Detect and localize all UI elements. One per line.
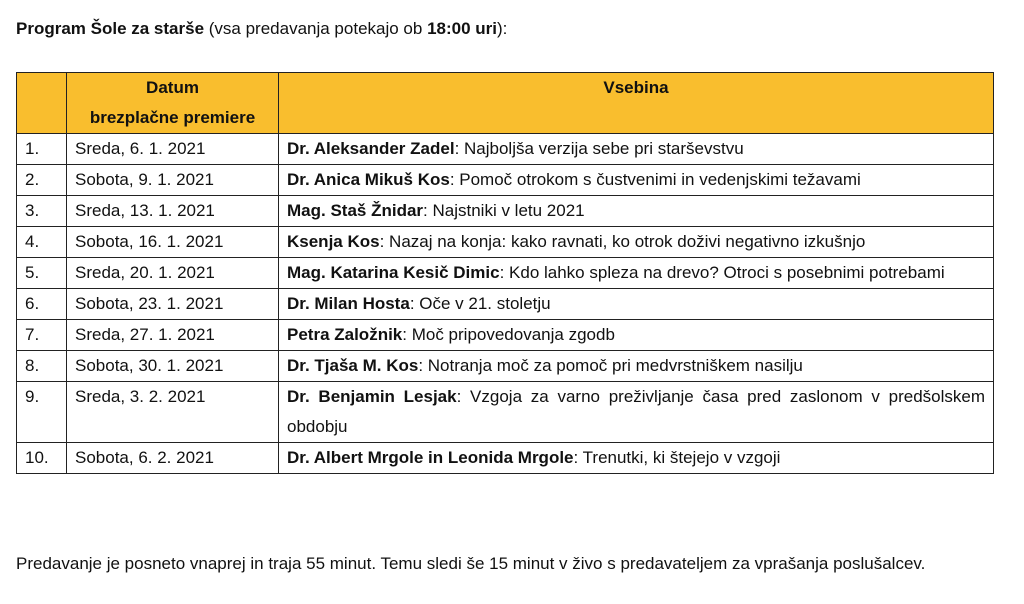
footer-note: Predavanje je posneto vnaprej in traja 55 minut. Temu sledi še 15 minut v živo s predavateljem za vprašanja poslušalcev. (16, 554, 926, 573)
table-row (17, 382, 994, 443)
intro-post: ): (497, 19, 508, 38)
header-content: Vsebina (279, 73, 994, 134)
row-speaker: Ksenja Kos (287, 232, 380, 251)
row-number: 1. (17, 134, 67, 165)
row-date: Sreda, 27. 1. 2021 (67, 320, 279, 351)
schedule-table (16, 72, 994, 474)
row-date: Sreda, 3. 2. 2021 (67, 382, 279, 443)
row-topic: : Moč pripovedovanja zgodb (402, 325, 615, 344)
row-number: 8. (17, 351, 67, 382)
row-date: Sobota, 30. 1. 2021 (67, 351, 279, 382)
row-date: Sreda, 13. 1. 2021 (67, 196, 279, 227)
row-topic: : Vzgoja za varno preživljanje časa pred zaslonom v predšolskem obdobju (287, 387, 985, 436)
row-topic: : Najboljša verzija sebe pri starševstvu (454, 139, 744, 158)
row-number: 10. (17, 443, 67, 474)
header-num (17, 73, 67, 134)
row-speaker: Mag. Katarina Kesič Dimic (287, 263, 500, 282)
row-date: Sobota, 6. 2. 2021 (67, 443, 279, 474)
row-date: Sreda, 20. 1. 2021 (67, 258, 279, 289)
row-number: 5. (17, 258, 67, 289)
row-topic: : Kdo lahko spleza na drevo? Otroci s posebnimi potrebami (499, 263, 945, 282)
header-date (67, 73, 279, 134)
row-speaker: Dr. Benjamin Lesjak (287, 387, 457, 406)
header-date-line1: Datum (146, 78, 199, 97)
row-content (279, 289, 994, 320)
row-number: 7. (17, 320, 67, 351)
row-number: 9. (17, 382, 67, 443)
row-date: Sreda, 6. 1. 2021 (67, 134, 279, 165)
row-speaker: Dr. Anica Mikuš Kos (287, 170, 450, 189)
intro-pre: (vsa predavanja potekajo ob (204, 19, 428, 38)
table-row (17, 320, 994, 351)
table-row (17, 289, 994, 320)
row-topic: : Nazaj na konja: kako ravnati, ko otrok doživi negativno izkušnjo (379, 232, 866, 251)
row-content (279, 382, 994, 443)
row-content (279, 196, 994, 227)
row-speaker: Mag. Staš Žnidar (287, 201, 424, 220)
row-number: 2. (17, 165, 67, 196)
table-row (17, 258, 994, 289)
row-speaker: Dr. Milan Hosta (287, 294, 410, 313)
row-topic: : Pomoč otrokom s čustvenimi in vedenjskimi težavami (449, 170, 861, 189)
row-number: 3. (17, 196, 67, 227)
table-row (17, 227, 994, 258)
table-row (17, 196, 994, 227)
table-row (17, 351, 994, 382)
program-intro (16, 18, 507, 40)
row-topic: : Trenutki, ki štejejo v vzgoji (573, 448, 781, 467)
row-number: 6. (17, 289, 67, 320)
row-topic: : Najstniki v letu 2021 (423, 201, 585, 220)
table-row (17, 134, 994, 165)
row-date: Sobota, 16. 1. 2021 (67, 227, 279, 258)
row-content (279, 320, 994, 351)
intro-time: 18:00 uri (427, 19, 498, 38)
row-date: Sobota, 23. 1. 2021 (67, 289, 279, 320)
row-speaker: Dr. Albert Mrgole in Leonida Mrgole (287, 448, 574, 467)
program-title: Program Šole za starše (16, 19, 205, 38)
row-content (279, 227, 994, 258)
row-speaker: Dr. Aleksander Zadel (287, 139, 455, 158)
row-content (279, 443, 994, 474)
row-content (279, 134, 994, 165)
row-date: Sobota, 9. 1. 2021 (67, 165, 279, 196)
row-content (279, 165, 994, 196)
row-content (279, 258, 994, 289)
header-date-line2: brezplačne premiere (89, 108, 256, 127)
table-row (17, 443, 994, 474)
table-row (17, 165, 994, 196)
row-speaker: Dr. Tjaša M. Kos (287, 356, 419, 375)
row-content (279, 351, 994, 382)
row-speaker: Petra Založnik (287, 325, 403, 344)
table-header-row (17, 73, 994, 134)
row-topic: : Oče v 21. stoletju (409, 294, 551, 313)
row-topic: : Notranja moč za pomoč pri medvrstniškem nasilju (418, 356, 803, 375)
row-number: 4. (17, 227, 67, 258)
